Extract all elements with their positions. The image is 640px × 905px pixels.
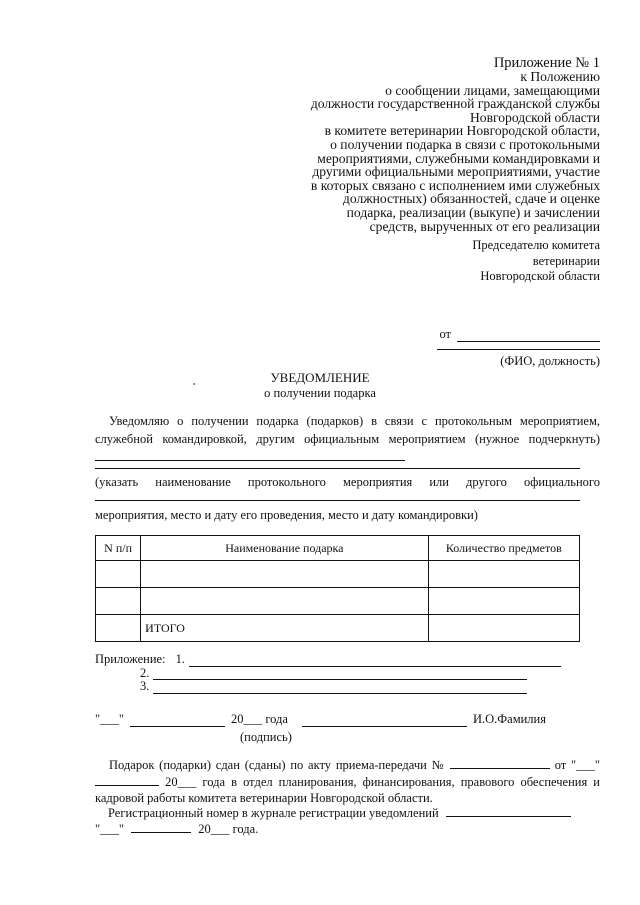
addressee-line: Новгородской области — [480, 269, 600, 283]
scan-speck — [193, 383, 195, 385]
table-header-cell: Наименование подарка — [141, 536, 428, 561]
table-header-cell: N п/п — [96, 536, 141, 561]
appendix-line: должности государственной гражданской службы — [310, 96, 600, 112]
attachments-block — [95, 653, 561, 694]
attachment-label: Приложение: — [95, 652, 166, 666]
table-cell[interactable] — [141, 561, 428, 588]
notice-title: УВЕДОМЛЕНИЕ — [270, 370, 370, 385]
event-caption-line-2: мероприятия, место и дату его проведения, место и дату командировки) — [95, 508, 478, 522]
registration-row — [108, 805, 571, 822]
table-cell[interactable] — [96, 561, 141, 588]
appendix-header — [240, 56, 600, 233]
appendix-line: Новгородской области — [469, 109, 600, 125]
fio-blank-line — [437, 349, 600, 350]
from-blank-line — [457, 329, 600, 342]
addressee-line: ветеринарии — [532, 253, 600, 268]
event-blank-line — [95, 500, 580, 501]
addressee-block — [472, 238, 600, 285]
event-caption-line-1: (указать наименование протокольного мероприятия или другого официального — [95, 475, 600, 489]
appendix-line: о получении подарка в связи с протокольными — [330, 136, 600, 152]
registration-year: 20___ года. — [198, 822, 259, 836]
registration-number-line[interactable] — [446, 805, 571, 817]
table-header-row — [96, 536, 580, 561]
appendix-line: о сообщении лицами, замещающими — [385, 82, 600, 98]
signature-row — [95, 712, 546, 727]
notice-text: Уведомляю о получении подарка (подарков) в связи с протокольным мероприятием, служебной командировкой, другим официальным мероприятием — [95, 414, 600, 446]
appendix-line: средств, вырученных от его реализации — [369, 218, 600, 234]
total-label-cell: ИТОГО — [141, 615, 428, 642]
addressee-line: Председателю комитета — [472, 238, 600, 252]
appendix-line: мероприятиями, служебными командировками и — [317, 150, 600, 166]
attachment-blank-line[interactable] — [153, 682, 527, 694]
notice-paragraph — [95, 412, 600, 466]
handover-month-line[interactable] — [95, 774, 159, 786]
attachment-blank-line[interactable] — [189, 655, 561, 667]
attachment-number: 1. — [175, 652, 185, 666]
attachment-number: 2. — [140, 665, 150, 680]
appendix-line: в которых связано с исполнением ими служебных — [310, 177, 600, 193]
notice-subtitle: о получении подарка — [264, 386, 376, 400]
from-row — [439, 327, 600, 342]
signature-line[interactable] — [302, 715, 467, 727]
appendix-line: к Положению — [520, 69, 600, 84]
signature-year: 20___ года — [230, 712, 288, 726]
attachment-row — [95, 667, 561, 681]
handover-from: от "___" — [554, 758, 600, 772]
handover-text: Подарок (подарки) сдан (сданы) по акту приема-передачи № — [109, 758, 446, 772]
table-row — [96, 561, 580, 588]
table-cell[interactable] — [428, 588, 579, 615]
event-blank-line — [95, 449, 405, 461]
attachment-row — [95, 680, 561, 694]
notice-text-hint: (нужное подчеркнуть) — [474, 432, 601, 446]
table-cell[interactable] — [428, 561, 579, 588]
attachment-blank-line[interactable] — [153, 668, 527, 680]
registration-text: Регистрационный номер в журнале регистрации уведомлений — [108, 806, 439, 820]
event-blank-line — [95, 468, 580, 469]
signature-name: И.О.Фамилия — [472, 712, 546, 726]
registration-day: "___" — [95, 822, 124, 836]
signature-month-line[interactable] — [130, 715, 225, 727]
handover-paragraph — [95, 757, 600, 807]
table-cell[interactable] — [428, 615, 579, 642]
table-header-cell: Количество предметов — [428, 536, 579, 561]
appendix-title: Приложение № 1 — [493, 55, 600, 71]
gifts-table — [95, 535, 580, 642]
fio-caption: (ФИО, должность) — [500, 354, 600, 368]
attachment-number: 3. — [140, 679, 150, 693]
appendix-line: подарка, реализации (выкупе) и зачислении — [346, 204, 600, 220]
table-row-total — [96, 615, 580, 642]
handover-text: 20___ года в отдел планирования, финансирования, правового обеспечения и кадровой работы комитета ветеринарии Новгородской области. — [95, 774, 600, 805]
act-number-line[interactable] — [450, 757, 550, 769]
appendix-line: должностных) обязанностей, сдаче и оценке — [342, 191, 600, 207]
table-cell[interactable] — [141, 588, 428, 615]
attachment-row — [95, 653, 561, 667]
registration-month-line[interactable] — [131, 821, 191, 833]
table-cell[interactable] — [96, 615, 141, 642]
table-cell[interactable] — [96, 588, 141, 615]
registration-date-row — [95, 821, 258, 837]
table-row — [96, 588, 580, 615]
from-label: от — [439, 327, 451, 341]
appendix-line: в комитете ветеринарии Новгородской области, — [324, 123, 600, 139]
signature-day: "___" — [95, 712, 124, 726]
signature-caption: (подпись) — [240, 730, 292, 744]
appendix-line: другими официальными мероприятиями, участие — [312, 164, 600, 180]
